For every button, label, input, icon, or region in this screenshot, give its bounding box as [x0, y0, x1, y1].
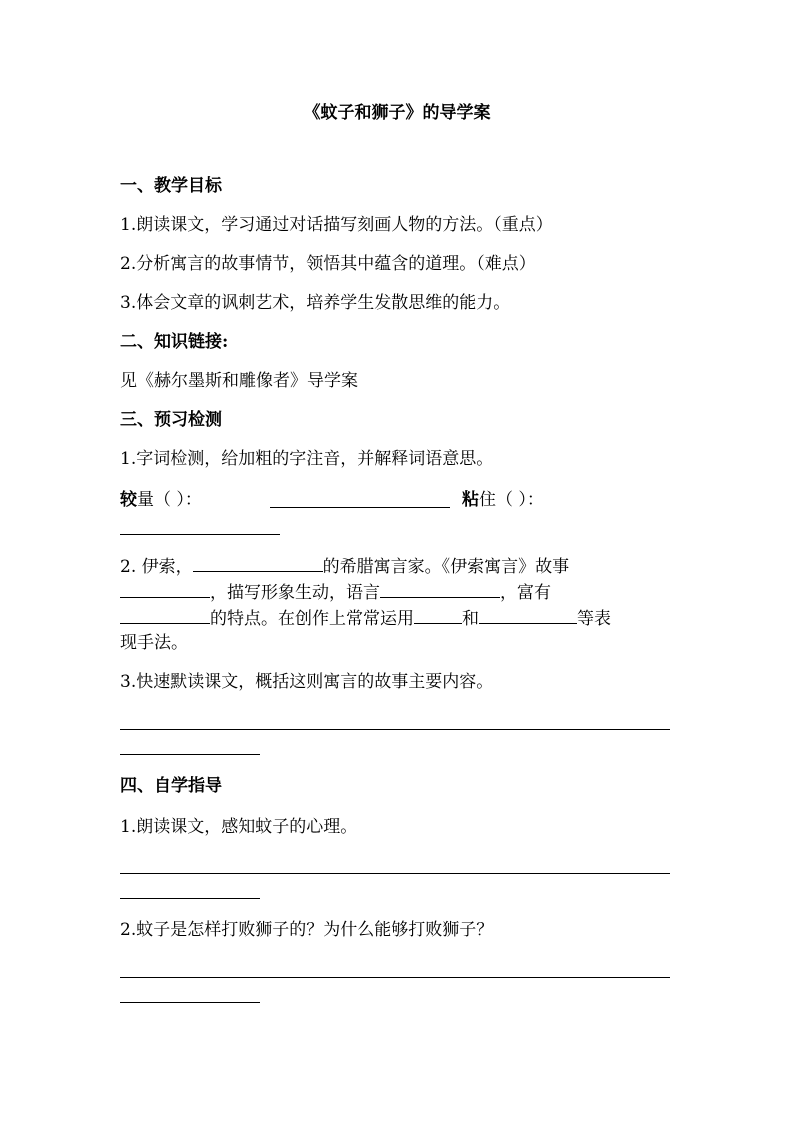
goal-item-2: 2.分析寓言的故事情节，领悟其中蕴含的道理。（难点）: [120, 254, 536, 274]
q3-answer-line-2[interactable]: [120, 754, 260, 755]
links-text: 见《赫尔墨斯和雕像者》导学案: [120, 371, 358, 391]
blank-language-feature[interactable]: [380, 581, 500, 598]
q2-part-f: 和: [462, 609, 479, 629]
word2-bold-char: 粘: [462, 490, 479, 510]
preview-q2-line4: 现手法。: [120, 633, 188, 653]
q2-part-b: 的希腊寓言家。《伊索寓言》故事: [322, 557, 570, 577]
guide-q2: 2.蚊子是怎样打败狮子的？为什么能够打败狮子？: [120, 920, 494, 940]
preview-q2-line3: [120, 607, 611, 629]
word-item-2: [462, 490, 544, 510]
section-heading-preview: 三、预习检测: [120, 410, 222, 430]
blank-rich-feature[interactable]: [120, 607, 210, 624]
q2-part-g: 等表: [577, 609, 611, 629]
section-heading-goals: 一、教学目标: [120, 176, 222, 196]
blank-technique-1[interactable]: [414, 607, 462, 624]
goal-item-1: 1.朗读课文，学习通过对话描写刻画人物的方法。（重点）: [120, 215, 553, 235]
guide-q1-answer-line-2[interactable]: [120, 898, 260, 899]
section-heading-links: 二、知识链接:: [120, 332, 229, 352]
page-title: 《蚊子和狮子》的导学案: [303, 103, 491, 123]
blank-technique-2[interactable]: [479, 607, 577, 624]
word1-answer-line[interactable]: [270, 507, 450, 508]
guide-q2-answer-line-1[interactable]: [120, 977, 670, 978]
preview-q2-line1: [120, 555, 569, 577]
blank-author-desc[interactable]: [193, 555, 323, 572]
word2-rest: 住（ ）：: [479, 490, 544, 510]
q2-part-a: 2. 伊索，: [120, 557, 193, 577]
goal-item-3: 3.体会文章的讽刺艺术，培养学生发散思维的能力。: [120, 293, 511, 313]
guide-q1: 1.朗读课文，感知蚊子的心理。: [120, 817, 358, 837]
q2-part-d: ，富有: [500, 583, 551, 603]
guide-q1-answer-line-1[interactable]: [120, 873, 670, 874]
word1-rest: 量（ ）：: [137, 490, 202, 510]
q2-part-c: ，描写形象生动，语言: [210, 583, 380, 603]
q3-answer-line-1[interactable]: [120, 729, 670, 730]
preview-q1: 1.字词检测，给加粗的字注音，并解释词语意思。: [120, 449, 494, 469]
section-heading-guide: 四、自学指导: [120, 776, 222, 796]
word2-answer-line[interactable]: [120, 534, 280, 535]
blank-story-feature[interactable]: [120, 581, 210, 598]
preview-q2-line2: [120, 581, 551, 603]
guide-q2-answer-line-2[interactable]: [120, 1002, 260, 1003]
word-item-1: [120, 490, 202, 510]
word1-bold-char: 较: [120, 490, 137, 510]
q2-part-e: 的特点。在创作上常常运用: [210, 609, 414, 629]
preview-q3: 3.快速默读课文，概括这则寓言的故事主要内容。: [120, 672, 494, 692]
